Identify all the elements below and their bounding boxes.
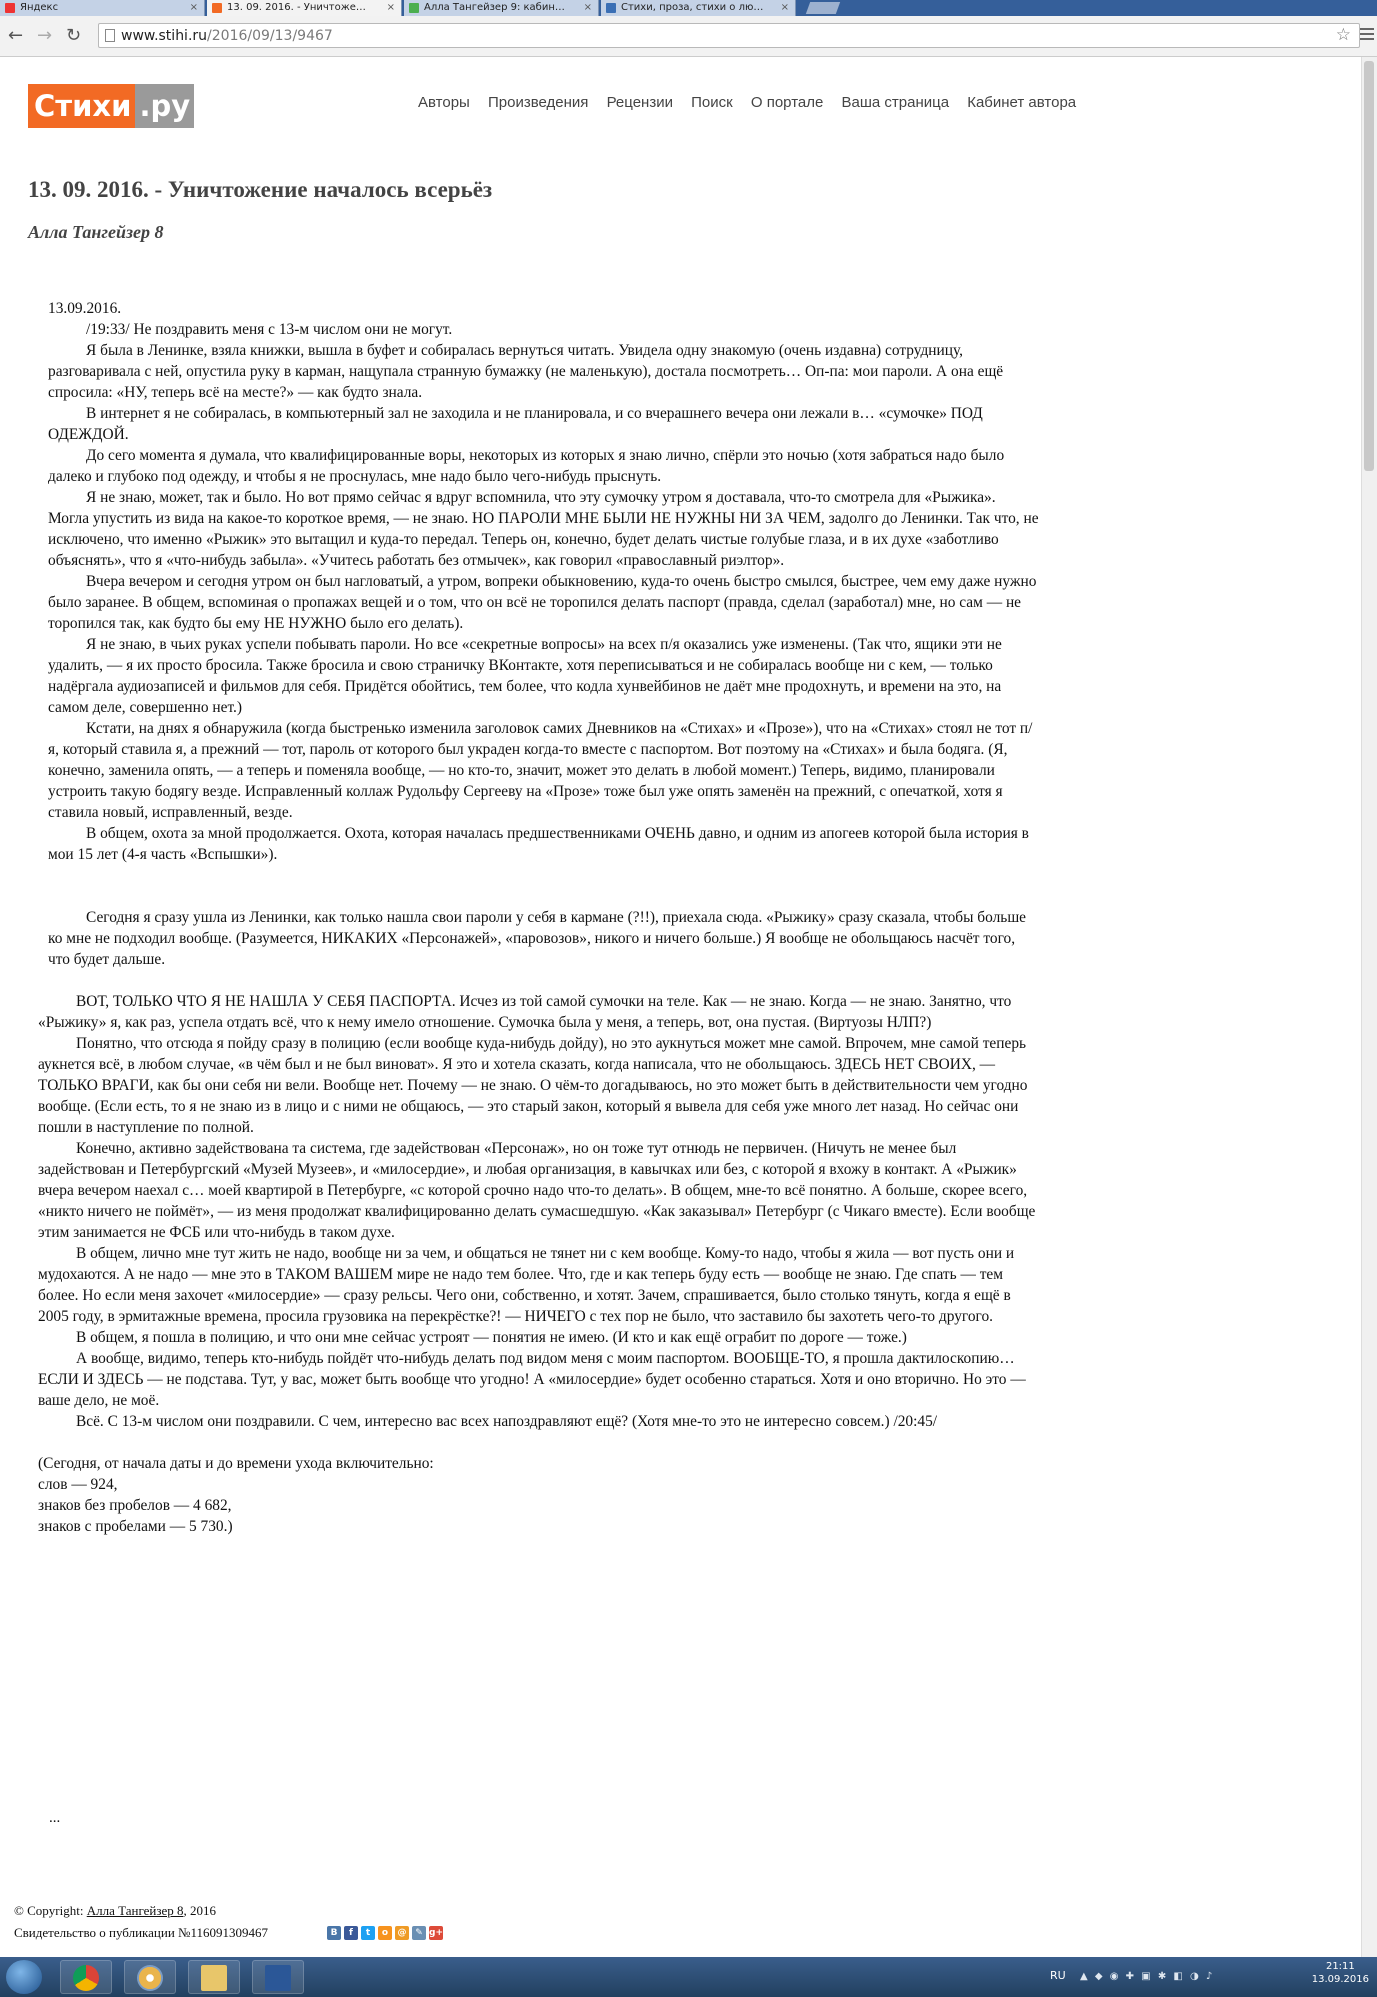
back-icon[interactable]: ← xyxy=(8,25,24,46)
address-bar[interactable] xyxy=(98,23,1360,48)
close-tab-icon[interactable]: × xyxy=(189,2,198,13)
article-paragraph: ВОТ, ТОЛЬКО ЧТО Я НЕ НАШЛА У СЕБЯ ПАСПОРТА. Исчез из той самой сумочки на теле. Как — не знаю. Когда — не знаю. Занятно, что xyxy=(76,993,1012,1010)
taskbar-chrome-icon[interactable] xyxy=(60,1960,112,1994)
stat-line: знаков с пробелами — 5 730.) xyxy=(38,1518,233,1535)
taskbar-explorer-icon[interactable] xyxy=(188,1960,240,1994)
nav-about[interactable]: О портале xyxy=(750,94,824,111)
article-paragraph: Кстати, на днях я обнаружила (когда быстренько изменила заголовок самих Дневников на «Стихах» и «Прозе»), что на «Стихах» стоял не тот п/я, который ставила я, а прежний — тот, пароль от которого был украден когда-то вместе с паспортом. Вот поэтому на «Стихах» и была бодяга. (Я, конечно, заменила опять, — а теперь и поменяла вообще, — но кто-то, значит, может это делать в любой момент.) Теперь, видимо, планировали устроить такую бодягу везде. Исправленный коллаж Рудольфу Сергееву на «Прозе» тоже был уже опять заменён на прежний, с опечаткой, хотя я ставила новый, исправленный, везде. xyxy=(48,720,1033,821)
page-title: 13. 09. 2016. - Уничтожение началось всерьёз xyxy=(28,177,493,202)
word-count-stats xyxy=(38,1453,1040,1537)
tab-stihi-proza[interactable]: Стихи, проза, стихи о лю… × xyxy=(601,0,796,16)
clock[interactable]: 21:11 13.09.2016 xyxy=(1311,1961,1369,1985)
start-button-icon[interactable] xyxy=(6,1960,42,1994)
nav-search[interactable]: Поиск xyxy=(691,94,733,111)
article-paragraph: Я была в Ленинке, взяла книжки, вышла в буфет и собиралась вернуться читать. Увидела одну знакомую (очень издавна) сотрудницу, разговаривала с ней, опустила руку в карман, нащупала странную бумажку (не маленькую), достала посмотреть… Оп-па: мои пароли. А она ещё спросила: «НУ, теперь всё на месте?» — как будто знала. xyxy=(48,342,1004,401)
article-paragraph: «Рыжику» я, как раз, успела отдать всё, что к нему имело отношение. Сумочка была у меня, а теперь, вот, она пустая. (Виртуозы НЛП?) xyxy=(38,1014,932,1031)
page-icon xyxy=(105,29,115,42)
stat-line: (Сегодня, от начала даты и до времени ухода включительно: xyxy=(38,1455,434,1472)
nav-authors[interactable]: Авторы xyxy=(418,94,470,111)
site-logo[interactable]: Стихи .ру xyxy=(28,84,180,128)
close-tab-icon[interactable]: × xyxy=(583,2,592,13)
tray-icons[interactable]: ▲ ◆ ◉ ✚ ▣ ✱ ◧ ◑ ♪ xyxy=(1080,1971,1215,1982)
author-name[interactable]: Алла Тангейзер 8 xyxy=(28,222,164,242)
yandex-favicon-icon xyxy=(5,3,15,13)
publication-certificate: Свидетельство о публикации №116091309467 xyxy=(14,1925,268,1940)
copyright-author-link[interactable]: Алла Тангейзер 8 xyxy=(86,1903,184,1918)
close-tab-icon[interactable]: × xyxy=(780,2,789,13)
article-paragraph: Понятно, что отсюда я пойду сразу в полицию (если вообще куда-нибудь дойду), но это аукнуться может мне самой. Впрочем, мне самой теперь аукнется всё, в любом случае, «в чём был и не был виноват». Я это и хотела сказать, когда написала, что не обольщаюсь. ЗДЕСЬ НЕТ СВОИХ, — ТОЛЬКО ВРАГИ, как бы они себя ни вели. Вообще нет. Почему — не знаю. О чём-то догадываюсь, но это может быть в действительности чем угодно вообще. (Если есть, то я не знаю из в лицо и с ними не общаюсь, — это старый закон, который я вывела для себя уже много лет назад. Но сейчас они пошли в наступление по полной. xyxy=(38,1035,1028,1136)
page-favicon-icon xyxy=(606,3,616,13)
nav-works[interactable]: Произведения xyxy=(487,94,589,111)
article-paragraph: Сегодня я сразу ушла из Ленинки, как только нашла свои пароли у себя в кармане (?!!), приехала сюда. «Рыжику» сразу сказала, чтобы больше ко мне не подходил вообще. (Разумеется, НИКАКИХ «Персонажей», «паровозов», никого и ничего больше.) Я вообще не обольщаюсь насчёт того, что будет дальше. xyxy=(48,909,1027,968)
ellipsis: ... xyxy=(49,1810,61,1826)
share-vk-icon[interactable]: В xyxy=(327,1926,341,1940)
share-livejournal-icon[interactable]: ✎ xyxy=(412,1926,426,1940)
browser-tab-strip xyxy=(0,0,1377,16)
bookmark-star-icon[interactable]: ☆ xyxy=(1335,25,1351,45)
browser-menu-icon[interactable] xyxy=(1360,28,1374,42)
stat-line: знаков без пробелов — 4 682, xyxy=(38,1497,232,1514)
share-googleplus-icon[interactable]: g+ xyxy=(429,1928,443,1938)
article-body xyxy=(38,298,1040,1537)
article-paragraph: А вообще, видимо, теперь кто-нибудь пойдёт что-нибудь делать под видом меня с моим паспортом. ВООБЩЕ-ТО, я прошла дактилоскопию… ЕСЛИ И ЗДЕСЬ — не подстава. Тут, у вас, может быть вообще что угодно! А «милосердие» будет особенно стараться. Хотя и оно вторично. Но это — ваше дело, не моё. xyxy=(38,1350,1026,1409)
text-block xyxy=(48,907,1040,970)
reload-icon[interactable]: ↻ xyxy=(66,25,82,46)
share-mailru-icon[interactable]: @ xyxy=(395,1926,409,1940)
article-paragraph: /19:33/ Не поздравить меня с 13-м числом они не могут. xyxy=(86,321,453,338)
share-twitter-icon[interactable]: t xyxy=(361,1926,375,1940)
article-paragraph: До сего момента я думала, что квалифицированные воры, некоторых из которых я знаю лично, спёрли это ночью (хотя забраться надо было далеко и глубоко под одежду, и чтобы я не проснулась, мне надо было чего-нибудь прыснуть. xyxy=(48,447,1005,485)
article-paragraph: В общем, охота за мной продолжается. Охота, которая началась предшественниками ОЧЕНЬ давно, и одним из апогеев которой была история в мои 15 лет (4-я часть «Вспышки»). xyxy=(48,825,1029,863)
stat-line: слов — 924, xyxy=(38,1476,118,1493)
close-tab-icon[interactable]: × xyxy=(386,2,395,13)
site-navigation xyxy=(418,93,1077,115)
nav-reviews[interactable]: Рецензии xyxy=(606,94,673,111)
tab-author-cabinet[interactable]: Алла Тангейзер 9: кабин… × xyxy=(404,0,599,16)
tab-current-article[interactable]: 13. 09. 2016. - Уничтоже… × xyxy=(207,0,402,16)
share-facebook-icon[interactable]: f xyxy=(344,1926,358,1940)
article-paragraph: Я не знаю, в чьих руках успели побывать пароли. Но все «секретные вопросы» на всех п/я оказались уже изменены. (Так что, ящики эти не удалить, — я их просто бросила. Также бросила и свою страничку ВКонтакте, хотя переписываться и не собиралась вообще ни с кем, — только надёргала аудиозаписей и фильмов для себя. Придётся обойтись, тем более, что кодла хунвейбинов не даёт мне продохнуть, и времени на это, на самом деле, совершенно нет.) xyxy=(48,636,1002,716)
nav-author-cabinet[interactable]: Кабинет автора xyxy=(967,94,1077,111)
article-paragraph: В интернет я не собиралась, в компьютерный зал не заходила и не планировала, и со вчерашнего вечера они лежали в… «сумочке» ПОД ОДЕЖДОЙ. xyxy=(48,405,983,443)
language-indicator[interactable]: RU xyxy=(1050,1969,1066,1982)
article-paragraph: В общем, лично мне тут жить не надо, вообще ни за чем, и общаться не тянет ни с кем вообще. Кому-то надо, чтобы я жила — вот пусть они и мудохаются. А не надо — мне это в ТАКОМ ВАШЕМ мире не надо тем более. Что, где и как теперь буду есть — вообще не знаю. Где спать — тем более. Но если меня захочет «милосердие» — сразу рельсы. Чего они, собственно, и хотят. Зачем, спрашивается, было столько тянуть, когда я ещё в 2005 году, в эрмитажные времена, просила грузовика на перекрёстке?! — НИЧЕГО с тех пор не было, что заставило бы захотеть чего-то другого. xyxy=(38,1245,1015,1325)
tab-yandex[interactable]: Яндекс × xyxy=(0,0,205,16)
forward-icon[interactable]: → xyxy=(37,25,53,46)
article-paragraph: Конечно, активно задействована та система, где задействован «Персонаж», но он тоже тут отнюдь не первичен. (Ничуть не менее был задействован и Петербургский «Музей Музеев», и «милосердие», и любая организация, в кавычках или без, с которой я вхожу в контакт. А «Рыжик» вчера вечером наехал с… моей квартирой в Петербурге, «с которой срочно надо что-то делать». В общем, мне-то всё понятно. А больше, скорее всего, «никто ничего не поймёт», — из меня продолжат квалифицированно делать сумасшедшую. «Как заказывал» Петербург (с Чикаго вместе). Если вообще этим занимается не ФСБ или что-нибудь в таком духе. xyxy=(38,1140,1036,1241)
article-paragraph: Я не знаю, может, так и было. Но вот прямо сейчас я вдруг вспомнила, что эту сумочку утром я доставала, что-то смотрела для «Рыжика». Могла упустить из вида на какое-то короткое время, — не знаю. НО ПАРОЛИ МНЕ БЫЛИ НЕ НУЖНЫ НИ ЗА ЧЕМ, задолго до Ленинки. Так что, не исключено, что именно «Рыжик» это вытащил и куда-то передал. Теперь он, конечно, будет делать чистые голубые глаза, и в их духе «заботливо объяснять», что я «что-нибудь забыла». «Учитесь работать без отмычек», как говорил «православный риэлтор». xyxy=(48,489,1039,569)
taskbar-paint-icon[interactable] xyxy=(124,1960,176,1994)
copyright: © Copyright: Алла Тангейзер 8, 2016 xyxy=(14,1903,216,1918)
page-scrollbar[interactable] xyxy=(1361,57,1377,1957)
article-paragraph: Вчера вечером и сегодня утром он был нагловатый, а утром, вопреки обыкновению, куда-то очень быстро смылся, быстрее, чем ему даже нужно было заранее. В общем, вспоминая о пропажах вещей и о том, что он всё не торопился делать паспорт (правда, сделал (заработал) мне, но сам — не торопился так, как будто бы ему НЕ НУЖНО было его делать). xyxy=(48,573,1037,632)
scrollbar-thumb[interactable] xyxy=(1364,61,1374,471)
page-favicon-icon xyxy=(409,3,419,13)
new-tab-button[interactable] xyxy=(806,2,840,14)
url-text[interactable]: www.stihi.ru/2016/09/13/9467 xyxy=(121,28,333,44)
taskbar-word-icon[interactable] xyxy=(252,1960,304,1994)
share-odnoklassniki-icon[interactable]: о xyxy=(378,1926,392,1940)
browser-toolbar xyxy=(0,16,1377,57)
share-buttons xyxy=(327,1926,443,1940)
text-block xyxy=(48,298,1040,865)
article-paragraph: Всё. С 13-м числом они поздравили. С чем, интересно вас всех напоздравляют ещё? (Хотя мне-то это не интересно совсем.) /20:45/ xyxy=(76,1413,938,1430)
nav-your-page[interactable]: Ваша страница xyxy=(841,94,950,111)
article-paragraph: В общем, я пошла в полицию, и что они мне сейчас устроят — понятия не имею. (И кто и как ещё ограбит по дороге — тоже.) xyxy=(76,1329,907,1346)
text-block xyxy=(38,991,1040,1432)
stihi-favicon-icon xyxy=(212,3,222,13)
os-taskbar xyxy=(0,1957,1377,1997)
article-paragraph: 13.09.2016. xyxy=(48,300,122,317)
